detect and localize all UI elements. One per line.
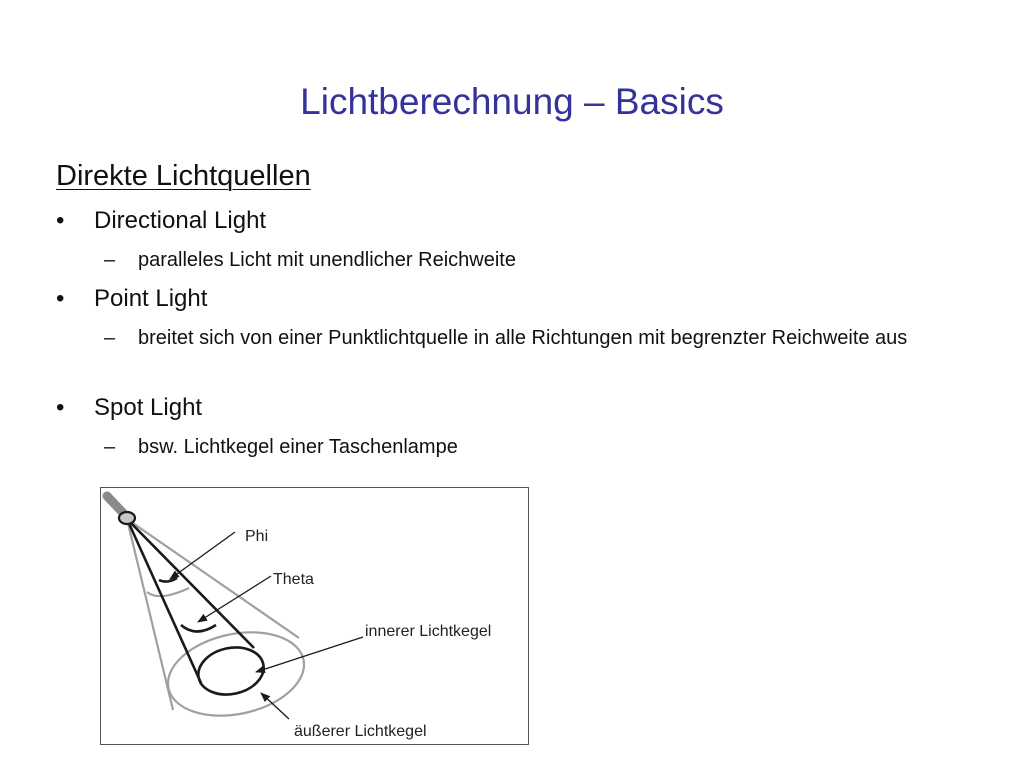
label-phi: Phi — [245, 528, 269, 545]
bullet-marker: • — [56, 207, 65, 234]
label-inner-cone: innerer Lichtkegel — [365, 623, 492, 640]
bullet-marker: • — [56, 285, 65, 312]
sub-bullet-marker: – — [104, 249, 116, 271]
bullet-label: Spot Light — [94, 394, 203, 421]
slide-title: Lichtberechnung – Basics — [300, 81, 724, 122]
sub-bullet-text: paralleles Licht mit unendlicher Reichweite — [138, 249, 516, 271]
sub-bullet-marker: – — [104, 436, 116, 458]
section-heading: Direkte Lichtquellen — [56, 160, 311, 192]
label-theta: Theta — [273, 571, 314, 588]
sub-bullet-text: breitet sich von einer Punktlichtquelle in alle Richtungen mit begrenzter Reichweite aus — [138, 327, 908, 349]
bullet-marker: • — [56, 394, 65, 421]
outer-cone — [127, 519, 312, 727]
flashlight-lens — [119, 512, 135, 524]
bullet-label: Point Light — [94, 285, 208, 312]
spotlight-cone-drawing — [101, 488, 528, 744]
sub-bullet-text: bsw. Lichtkegel einer Taschenlampe — [138, 436, 458, 458]
sub-bullet-marker: – — [104, 327, 116, 349]
spotlight-diagram — [100, 487, 529, 745]
label-outer-cone: äußerer Lichtkegel — [294, 723, 427, 740]
annotation-arrows — [170, 532, 363, 719]
bullet-label: Directional Light — [94, 207, 267, 234]
